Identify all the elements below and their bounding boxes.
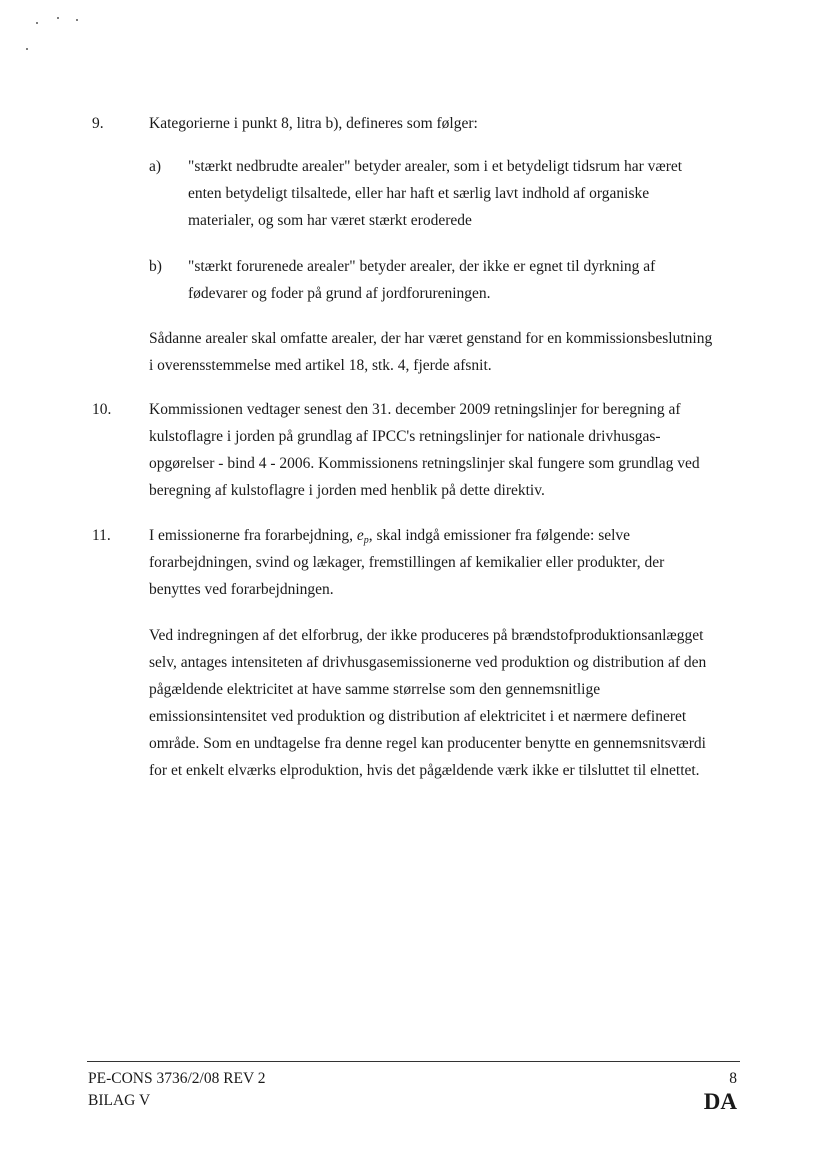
item-11-paragraph-2	[149, 622, 749, 784]
text-line: Ved indregningen af det elforbrug, der ikke produceres på brændstofproduktionsanlægget	[149, 627, 704, 644]
text-line: forarbejdningen, svind og lækager, fremstillingen af kemikalier eller produkter, der	[149, 554, 665, 571]
text-line: benyttes ved forarbejdningen.	[149, 581, 334, 598]
item-11-number: 11.	[92, 527, 111, 544]
text-line: "stærkt forurenede arealer" betyder arealer, der ikke er egnet til dyrkning af	[188, 258, 656, 275]
ep-symbol: $e_p$	[356, 527, 369, 546]
text-fragment: , skal indgå emissioner fra følgende: selve	[368, 527, 631, 544]
item-9-intro	[149, 110, 749, 137]
text-line: Kommissionen vedtager senest den 31. december 2009 retningslinjer for beregning af	[149, 401, 681, 418]
scan-speck	[76, 19, 78, 21]
scan-speck	[57, 17, 59, 19]
item-10-number: 10.	[92, 401, 112, 418]
text-line: beregning af kulstoflagre i jorden med henblik på dette direktiv.	[149, 482, 545, 499]
item-9-sub-b-text	[188, 253, 728, 307]
footer-page-number: 8	[729, 1070, 737, 1087]
text-line: i overensstemmelse med artikel 18, stk. 4, fjerde afsnit.	[149, 357, 492, 374]
item-9-number: 9.	[92, 115, 104, 132]
text-line: "stærkt nedbrudte arealer" betyder arealer, som i et betydeligt tidsrum har været	[188, 158, 683, 175]
item-11-text	[149, 522, 749, 603]
item-9-closing	[149, 325, 749, 379]
text-line: for et enkelt elværks elproduktion, hvis det pågældende værk ikke er tilsluttet til elnettet.	[149, 762, 700, 779]
text-line	[149, 522, 749, 549]
scan-speck	[26, 48, 28, 50]
footer-doc-ref: PE-CONS 3736/2/08 REV 2	[88, 1070, 266, 1087]
item-9-intro-line: Kategorierne i punkt 8, litra b), defineres som følger:	[149, 115, 478, 132]
footer-divider	[87, 1061, 740, 1062]
text-line: enten betydeligt tilsaltede, eller har haft et særlig lavt indhold af organiske	[188, 185, 650, 202]
item-10-text	[149, 396, 749, 504]
item-9-sub-a-label: a)	[149, 158, 162, 175]
footer-annex: BILAG V	[88, 1092, 151, 1109]
text-line: selv, antages intensiteten af drivhusgasemissionerne ved produktion og distribution af den	[149, 654, 707, 671]
text-line: emissionsintensitet ved produktion og distribution af elektricitet i et nærmere defineret	[149, 708, 687, 725]
scan-speck	[36, 22, 38, 24]
text-line: opgørelser - bind 4 - 2006. Kommissionens retningslinjer skal fungere som grundlag ved	[149, 455, 700, 472]
footer-language-code: DA	[703, 1089, 737, 1114]
text-line: Sådanne arealer skal omfatte arealer, der har været genstand for en kommissionsbeslutning	[149, 330, 713, 347]
text-line: pågældende elektricitet at have samme størrelse som den gennemsnitlige	[149, 681, 601, 698]
item-9-sub-a-text	[188, 153, 728, 234]
item-9-sub-b-label: b)	[149, 258, 162, 275]
text-line: fødevarer og foder på grund af jordforureningen.	[188, 285, 491, 302]
text-line: kulstoflagre i jorden på grundlag af IPCC's retningslinjer for nationale drivhusgas-	[149, 428, 661, 445]
text-fragment: I emissionerne fra forarbejdning,	[149, 527, 357, 544]
text-line: område. Som en undtagelse fra denne regel kan producenter benytte en gennemsnitsværdi	[149, 735, 706, 752]
text-line: materialer, og som har været stærkt eroderede	[188, 212, 472, 229]
